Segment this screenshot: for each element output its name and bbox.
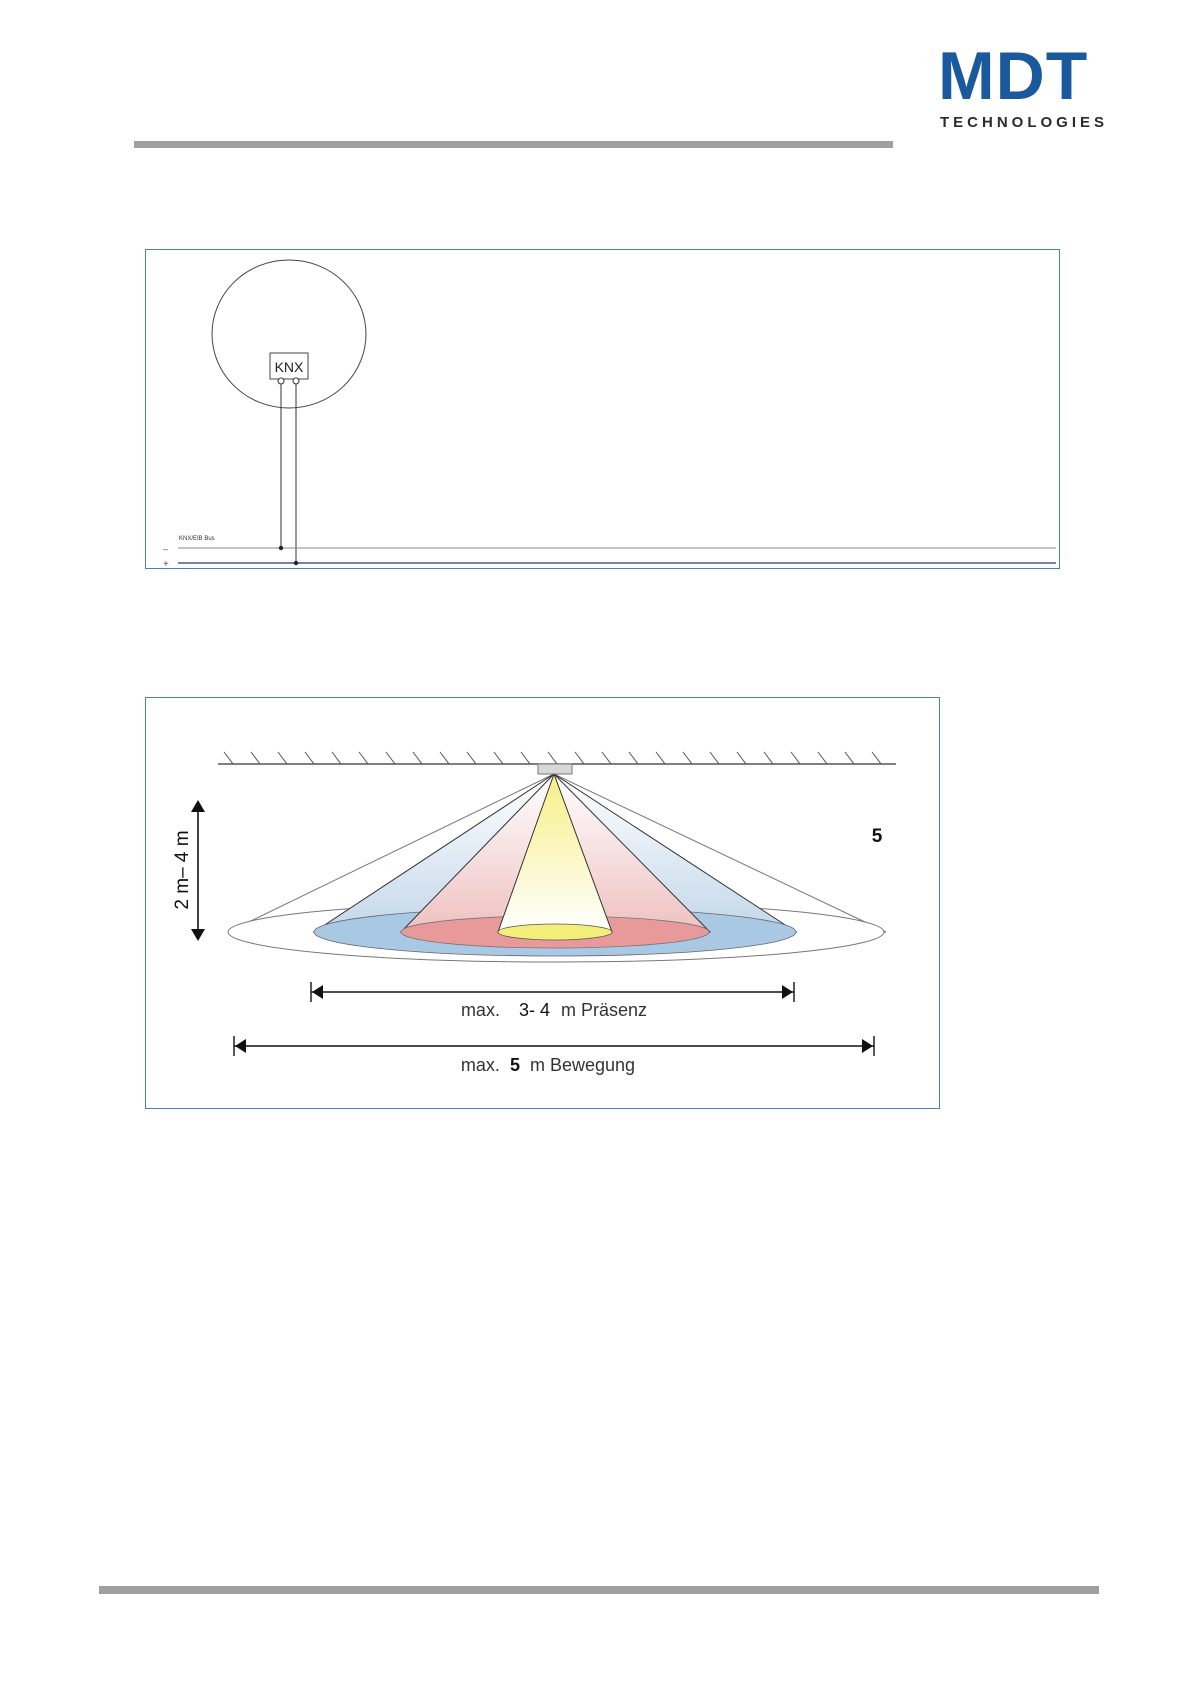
detection-range-diagram: [146, 698, 941, 1110]
height-arrow: [191, 800, 205, 941]
header-rule: [134, 141, 893, 148]
ceiling-hatch-mark: [548, 752, 557, 764]
bus-label: KNX/EIB Bus: [179, 536, 215, 542]
ceiling-hatch-mark: [332, 752, 341, 764]
core-zone-ellipse: [498, 924, 612, 940]
ceiling-hatch-mark: [764, 752, 773, 764]
motion-suffix: m Bewegung: [529, 1055, 636, 1075]
ceiling-hatch-mark: [602, 752, 611, 764]
ceiling-hatch-mark: [872, 752, 881, 764]
terminal-plus: [293, 378, 299, 384]
corner-label: 5: [871, 826, 883, 847]
ceiling-hatch-mark: [494, 752, 503, 764]
ceiling-hatch-mark: [467, 752, 476, 764]
junction-minus: [279, 546, 283, 550]
presence-range-text: [461, 1000, 647, 1020]
ceiling-hatch-mark: [440, 752, 449, 764]
ceiling-hatch-mark: [791, 752, 800, 764]
ceiling-hatch-mark: [629, 752, 638, 764]
ceiling-hatch-mark: [575, 752, 584, 764]
minus-label: –: [163, 544, 169, 554]
sensor-outline: [212, 260, 366, 408]
motion-value: 5: [509, 1055, 520, 1075]
ceiling: [218, 752, 896, 764]
wiring-diagram: [146, 250, 1061, 570]
logo-sub-text: TECHNOLOGIES: [940, 114, 1109, 131]
presence-suffix: m Präsenz: [561, 1000, 648, 1020]
sensor-device: [538, 764, 572, 774]
ceiling-hatch-mark: [305, 752, 314, 764]
presence-dimension-arrow: [311, 982, 794, 1002]
height-label: 2 m– 4 m: [172, 830, 193, 910]
ceiling-hatch-mark: [386, 752, 395, 764]
terminal-minus: [278, 378, 284, 384]
footer-rule: [99, 1586, 1099, 1594]
mdt-logo: [938, 38, 1118, 138]
ceiling-hatch-mark: [710, 752, 719, 764]
motion-dimension-arrow: [234, 1036, 874, 1056]
ceiling-hatch-mark: [818, 752, 827, 764]
ceiling-hatch-mark: [359, 752, 368, 764]
ceiling-hatch-mark: [683, 752, 692, 764]
detection-range-figure: [145, 697, 940, 1109]
junction-plus: [294, 561, 298, 565]
ceiling-hatch-mark: [737, 752, 746, 764]
motion-prefix: max.: [460, 1055, 500, 1075]
knx-terminal-label: KNX: [274, 359, 304, 375]
ceiling-hatch-mark: [224, 752, 233, 764]
ceiling-hatch-mark: [251, 752, 260, 764]
ceiling-hatch-mark: [521, 752, 530, 764]
ceiling-hatch-mark: [278, 752, 287, 764]
ceiling-hatch-mark: [413, 752, 422, 764]
logo-main-text: MDT: [938, 38, 1089, 114]
ceiling-hatch-mark: [845, 752, 854, 764]
plus-label: +: [163, 559, 169, 570]
presence-value: 3- 4: [518, 1000, 551, 1020]
ceiling-hatch-mark: [656, 752, 665, 764]
wiring-diagram-figure: [145, 249, 1060, 569]
motion-range-text: [461, 1055, 635, 1075]
presence-prefix: max.: [460, 1000, 500, 1020]
